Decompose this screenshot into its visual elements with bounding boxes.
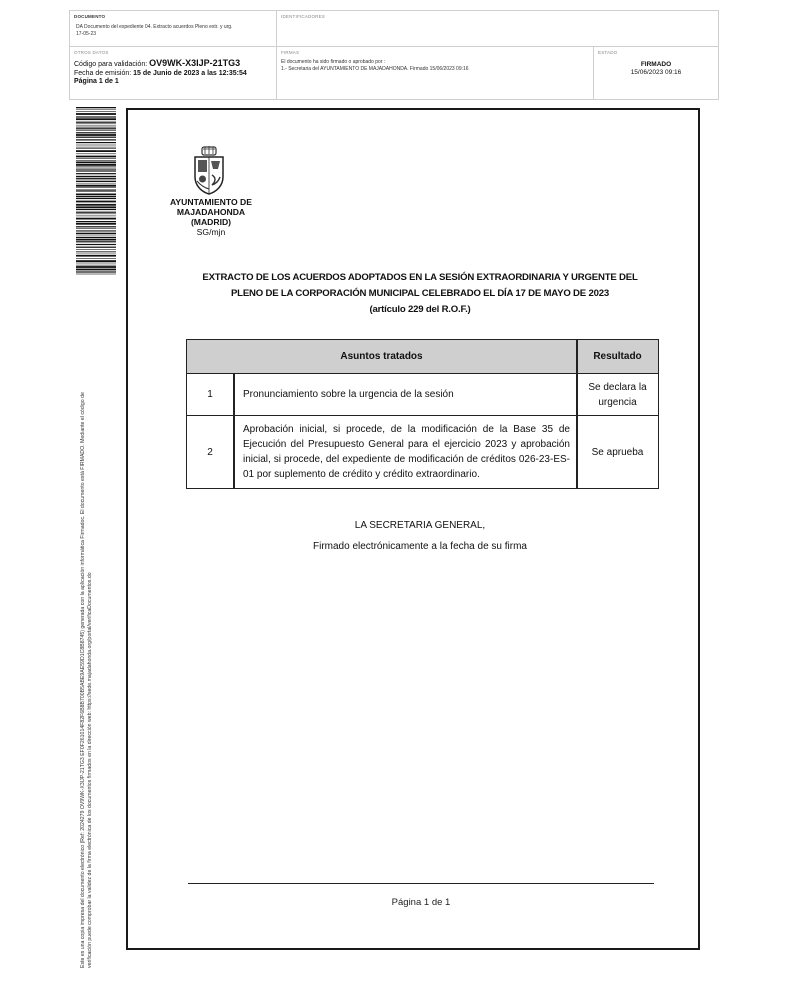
- header-page-label: Página 1 de 1: [74, 78, 119, 85]
- otros-datos-cell: [70, 47, 277, 100]
- barcode-image: [76, 107, 116, 275]
- firmas-line-2: 1.- Secretaria del AYUNTAMIENTO DE MAJADAHONDA. Firmado 15/06/2023 09:16: [281, 66, 469, 72]
- row-asunto: Aprobación inicial, si procede, de la modificación de la Base 35 de Ejecución del Presupuesto General para el ejercicio 2023 y aprobación inicial, si procede, del expediente de modificación de créditos 026-23-ES-01 por suplemento de crédito y crédito extraordinario.: [243, 424, 570, 480]
- org-line-2: MAJADAHONDA: [176, 207, 246, 217]
- title-line-2: PLENO DE LA CORPORACIÓN MUNICIPAL CELEBRADO EL DÍA 17 DE MAYO DE 2023: [230, 288, 609, 299]
- row-asunto: Pronunciamiento sobre la urgencia de la sesión: [243, 389, 454, 400]
- document-title: [190, 270, 650, 318]
- side-text-line-1: Este es una copia impresa del documento electrónico (Ref: 2024279 OV9WK-X3IJP-21TG3 EF0F261014F82F6B8B700B5ABE9AE59D1C8B8745) generada con la aplicación informática Firmadoc. El documento está FIRMADO. Mediante el código de: [80, 392, 86, 968]
- firmas-label: FIRMAS: [281, 50, 300, 55]
- title-line-3: (artículo 229 del R.O.F.): [369, 304, 471, 315]
- metadata-row-top: [70, 11, 718, 47]
- validation-prefix: Código para validación:: [74, 61, 148, 68]
- documento-value: DA Documento del expediente 04. Extracto acuerdos Pleno extr. y urg. 17-05-23: [76, 24, 233, 37]
- documento-cell: [70, 11, 277, 46]
- identificadores-cell: [277, 11, 718, 46]
- metadata-row-bottom: [70, 47, 718, 100]
- emission-date: 15 de Junio de 2023 a las 12:35:54: [133, 69, 247, 77]
- footer-divider: [188, 883, 654, 884]
- footer-page-number: Página 1 de 1: [391, 897, 451, 908]
- org-line-3: (MADRID): [190, 217, 232, 227]
- estado-cell: [594, 47, 718, 100]
- agenda-table: [186, 339, 659, 489]
- table-row: [187, 374, 658, 416]
- documento-label: DOCUMENTO: [74, 14, 106, 19]
- signature-note: Firmado electrónicamente a la fecha de su firma: [313, 541, 527, 552]
- otros-datos-label: OTROS DATOS: [74, 50, 109, 55]
- row-number: 1: [207, 389, 213, 400]
- signature-role: LA SECRETARIA GENERAL,: [354, 520, 486, 531]
- validation-code: OV9WK-X3IJP-21TG3: [149, 58, 241, 68]
- table-row: [187, 416, 658, 488]
- side-verification-text: [80, 308, 94, 968]
- firmas-line-1: El documento ha sido firmado o aprobado por :: [281, 59, 386, 65]
- row-resultado: Se aprueba: [591, 446, 644, 458]
- estado-values: [594, 61, 718, 77]
- organization-block: [150, 197, 272, 237]
- row-resultado: Se declara la urgencia: [588, 381, 647, 408]
- firmas-values: [281, 59, 469, 73]
- row-number: 2: [207, 446, 213, 458]
- identificadores-label: IDENTIFICADORES: [281, 14, 326, 19]
- org-line-1: AYUNTAMIENTO DE: [170, 197, 252, 207]
- column-header-asuntos: Asuntos tratados: [340, 351, 423, 362]
- document-metadata-header: [69, 10, 719, 100]
- otros-datos-values: [74, 59, 247, 87]
- emission-prefix: Fecha de emisión:: [74, 69, 132, 77]
- coat-of-arms-icon: [190, 145, 228, 195]
- firmas-cell: [277, 47, 594, 100]
- estado-value: FIRMADO: [640, 61, 672, 68]
- side-text-line-2: verificación puede comprobar la validez de la firma electrónica de los documentos firmados en la dirección web: https://sede.majadahonda.org/portal/verificaDocumentos.do: [87, 572, 93, 968]
- table-header-row: [187, 340, 658, 374]
- title-line-1: EXTRACTO DE LOS ACUERDOS ADOPTADOS EN LA SESIÓN EXTRAORDINARIA Y URGENTE DEL: [202, 272, 638, 283]
- org-reference: SG/mjn: [196, 227, 226, 237]
- column-header-resultado: Resultado: [593, 351, 642, 362]
- estado-date: 15/06/2023 09:16: [630, 69, 682, 76]
- estado-label: ESTADO: [598, 50, 618, 55]
